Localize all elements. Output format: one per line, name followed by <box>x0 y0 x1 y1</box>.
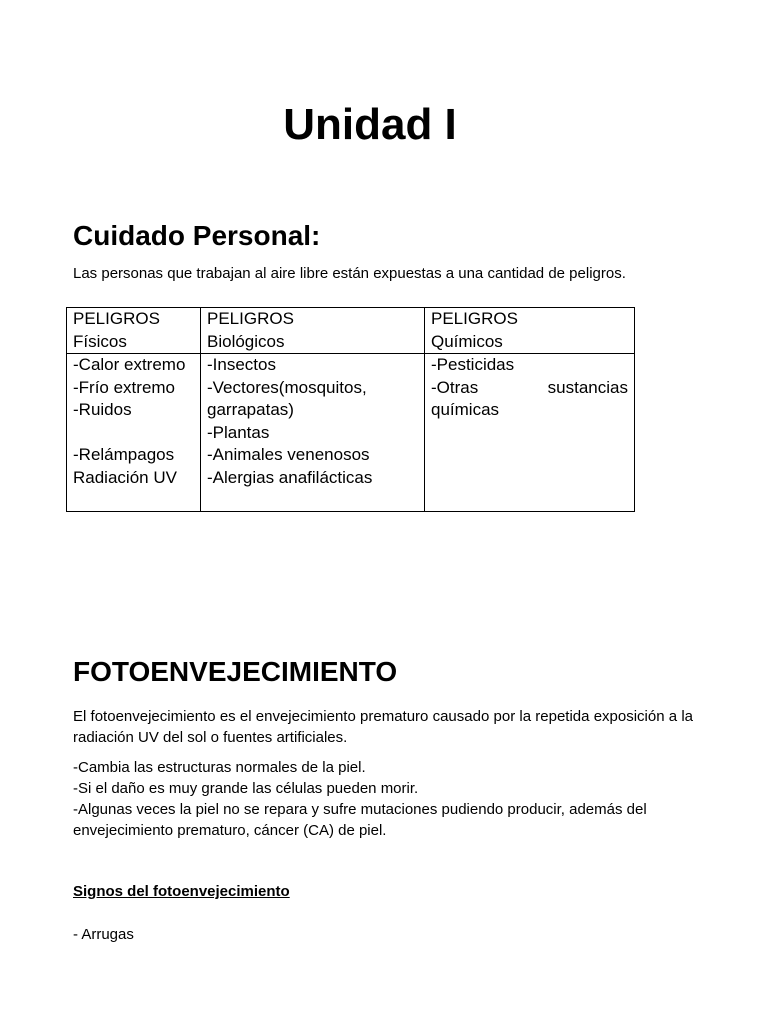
list-item: -Alergias anafilácticas <box>207 467 373 487</box>
header-cell-quimicos <box>425 308 635 354</box>
table-header-row <box>67 308 635 354</box>
signos-item: - Arrugas <box>73 926 134 943</box>
list-item: -Ruidos <box>73 400 132 419</box>
list-item: garrapatas) <box>207 400 294 419</box>
cuidado-intro-text: Las personas que trabajan al aire libre están expuestas a una cantidad de peligros. <box>73 265 626 282</box>
spacer <box>73 422 194 445</box>
bullet-item: -Algunas veces la piel no se repara y sufre mutaciones pudiendo producir, además del envejecimiento prematuro, cáncer (CA) de piel. <box>73 801 647 839</box>
header-text: Químicos <box>431 331 503 351</box>
list-item: -Frío extremo <box>73 377 176 397</box>
header-text: PELIGROS <box>207 309 294 328</box>
list-item <box>431 377 628 400</box>
peligros-table <box>66 307 635 512</box>
table-body-row <box>67 354 635 512</box>
list-item: -Pesticidas <box>431 355 515 374</box>
list-item: -Relámpagos <box>73 445 175 464</box>
list-item: Radiación UV <box>73 467 177 487</box>
header-cell-fisicos <box>67 308 201 354</box>
fotoenvejecimiento-paragraph: El fotoenvejecimiento es el envejecimiento prematuro causado por la repetida exposición a la radiación UV del sol o fuentes artificiales. <box>73 708 693 746</box>
list-item: químicas <box>431 400 500 419</box>
word: -Otras <box>431 377 479 397</box>
list-item: -Plantas <box>207 422 270 442</box>
list-item: -Calor extremo <box>73 355 186 374</box>
list-item: -Animales venenosos <box>207 445 370 464</box>
header-text: PELIGROS <box>431 309 518 328</box>
cell-biologicos <box>201 354 425 512</box>
cell-quimicos <box>425 354 635 512</box>
header-text: Físicos <box>73 331 127 351</box>
cell-fisicos <box>67 354 201 512</box>
fotoenvejecimiento-bullets <box>73 757 693 841</box>
bullet-item: -Si el daño es muy grande las células pueden morir. <box>73 780 419 797</box>
header-text: PELIGROS <box>73 309 160 328</box>
fotoenvejecimiento-heading: FOTOENVEJECIMIENTO <box>73 656 398 687</box>
bullet-item: -Cambia las estructuras normales de la piel. <box>73 759 366 776</box>
list-item: -Insectos <box>207 355 276 374</box>
header-cell-biologicos <box>201 308 425 354</box>
word: sustancias <box>547 377 628 397</box>
cuidado-personal-heading: Cuidado Personal: <box>73 220 321 251</box>
page-title: Unidad I <box>283 100 457 149</box>
list-item: -Vectores(mosquitos, <box>207 377 367 397</box>
signos-heading: Signos del fotoenvejecimiento <box>73 883 290 900</box>
header-text: Biológicos <box>207 331 285 351</box>
